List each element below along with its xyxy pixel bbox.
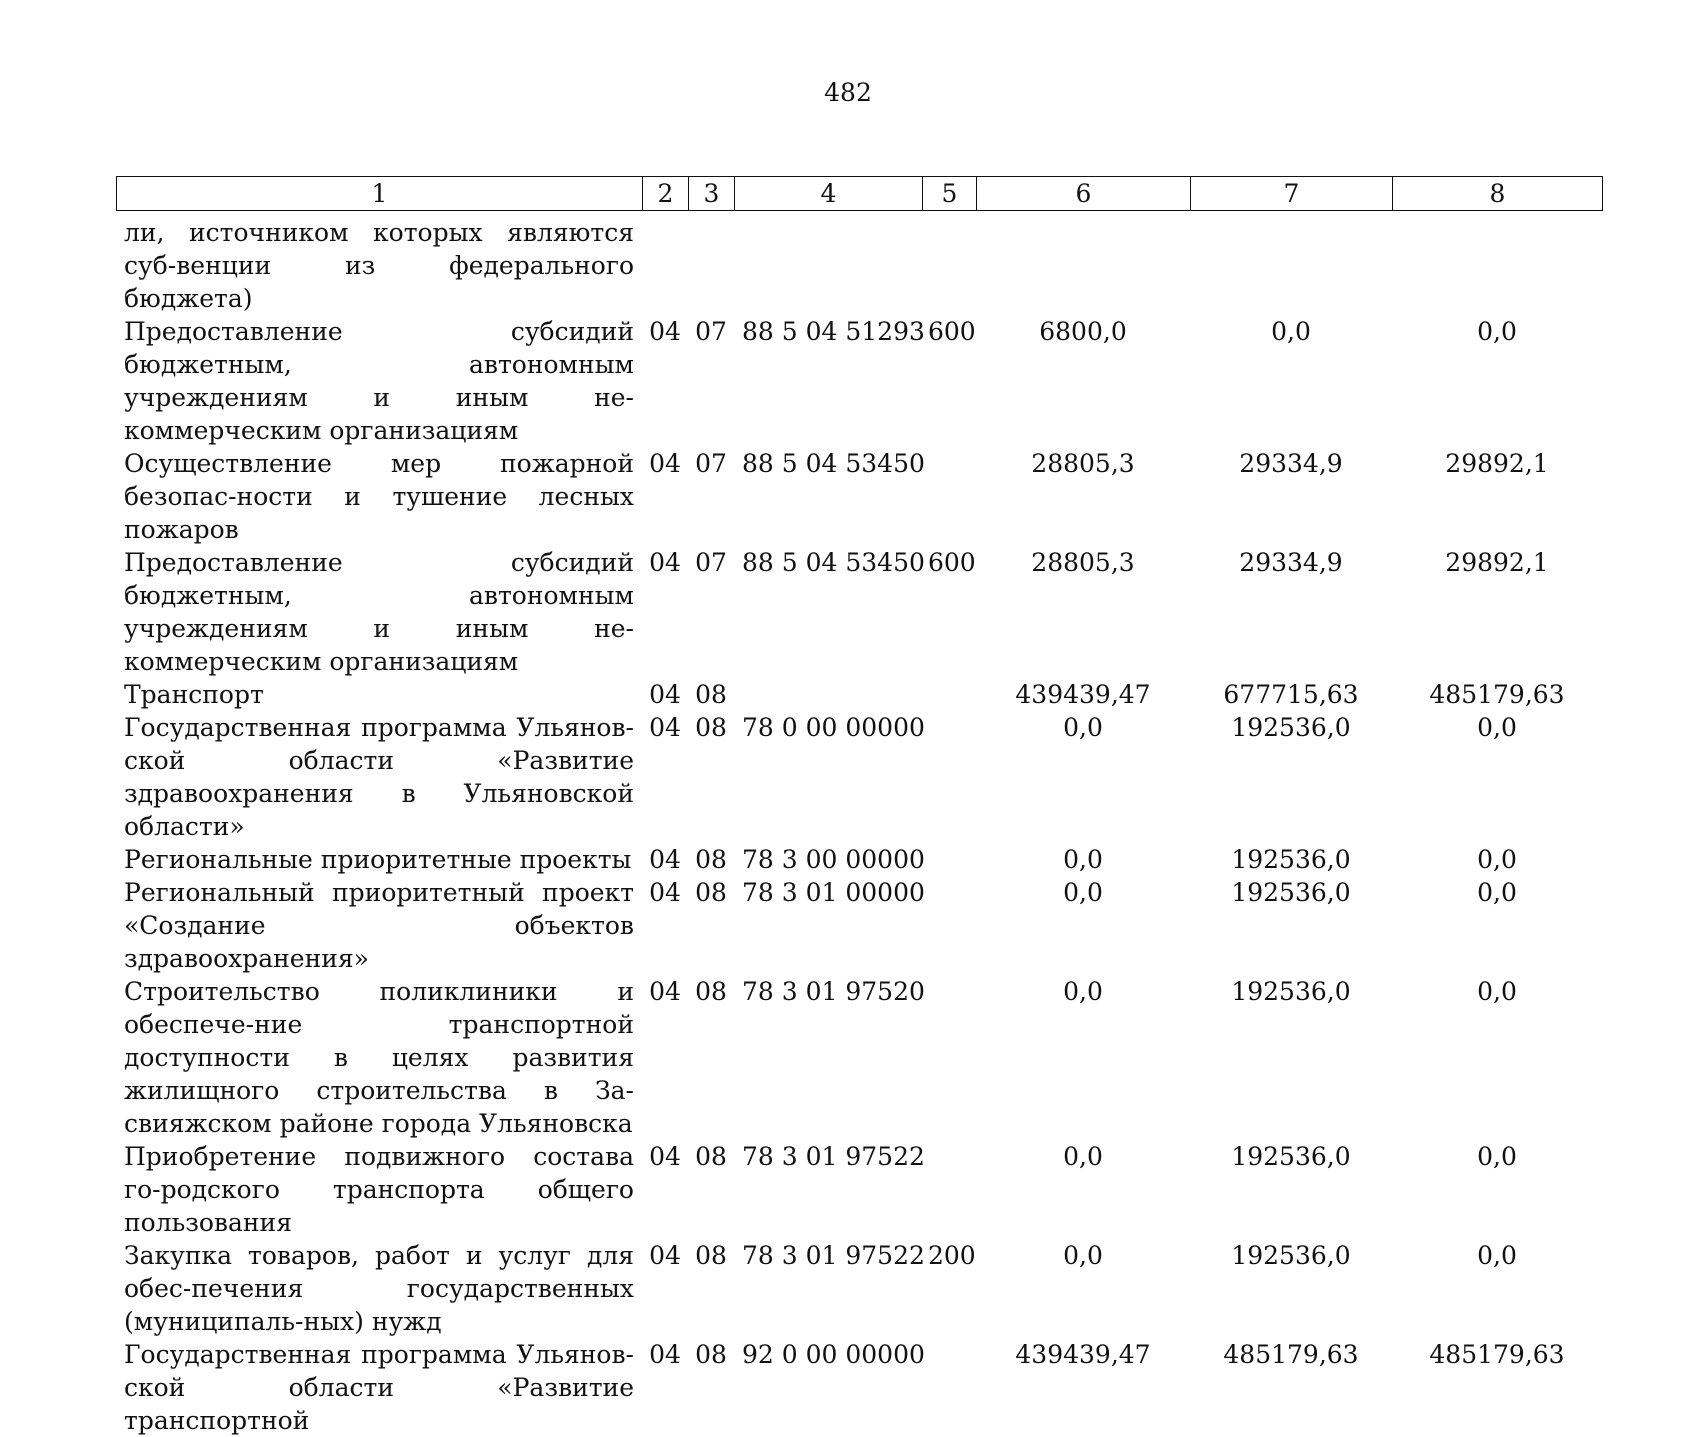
row-amount-year-3: 29892,1 [1445,548,1549,577]
row-target-code [734,678,922,711]
row-amount-year-3: 0,0 [1477,977,1517,1006]
table-row [116,843,1602,876]
row-amount-year-1: 0,0 [1063,878,1103,907]
row-section: 04 [649,1142,681,1171]
table-row [116,315,1602,447]
row-section: 04 [649,548,681,577]
row-amount-year-1: 0,0 [1063,977,1103,1006]
row-section: 04 [649,1340,681,1369]
header-col-2: 2 [643,177,689,211]
row-amount-year-1: 28805,3 [1031,548,1135,577]
row-amount-year-3: 485179,63 [1429,680,1565,709]
row-section: 04 [649,977,681,1006]
row-section: 04 [649,317,681,346]
row-amount-year-3: 0,0 [1477,845,1517,874]
header-col-3: 3 [689,177,735,211]
table-row [116,447,1602,546]
row-amount-year-3: 0,0 [1477,1142,1517,1171]
row-subsection: 08 [695,1241,727,1270]
row-amount-year-3 [1392,216,1602,315]
row-amount-year-2: 0,0 [1271,317,1311,346]
row-amount-year-3: 0,0 [1477,317,1517,346]
row-amount-year-3: 0,0 [1477,1241,1517,1270]
row-amount-year-1 [976,216,1190,315]
row-expense-type [922,447,976,546]
row-amount-year-2: 192536,0 [1231,1241,1351,1270]
row-target-code: 78 3 01 97522 [742,1142,925,1171]
row-name: Государственная программа Ульянов-ской области «Развитие транспортной [124,1340,634,1435]
row-expense-type [922,876,976,975]
row-name: Государственная программа Ульянов-ской области «Развитие здравоохранения в Ульяновской области» [124,713,634,841]
row-expense-type [922,216,976,315]
row-name: Предоставление субсидий бюджетным, автономным учреждениям и иным не-коммерческим организациям [124,317,634,445]
row-amount-year-3: 0,0 [1477,878,1517,907]
row-target-code: 92 0 00 00000 [742,1340,925,1369]
row-name: Региональные приоритетные проекты [124,845,632,874]
row-target-code: 88 5 04 53450 [742,548,925,577]
row-target-code: 78 3 01 97520 [742,977,925,1006]
row-subsection: 08 [695,878,727,907]
row-target-code: 88 5 04 51293 [742,317,925,346]
header-col-1: 1 [117,177,643,211]
row-amount-year-1: 439439,47 [1015,1340,1151,1369]
row-target-code: 88 5 04 53450 [742,449,925,478]
header-col-8: 8 [1393,177,1603,211]
row-subsection: 07 [695,449,727,478]
row-amount-year-1: 28805,3 [1031,449,1135,478]
table-row [116,1338,1602,1437]
row-name: Региональный приоритетный проект «Создание объектов здравоохранения» [124,878,634,973]
row-target-code: 78 3 00 00000 [742,845,925,874]
row-amount-year-1: 0,0 [1063,1241,1103,1270]
row-amount-year-2: 192536,0 [1231,1142,1351,1171]
row-name: Осуществление мер пожарной безопас-ности и тушение лесных пожаров [124,449,634,544]
row-subsection: 08 [695,680,727,709]
row-amount-year-3: 485179,63 [1429,1340,1565,1369]
row-subsection: 08 [695,1142,727,1171]
row-amount-year-2: 192536,0 [1231,713,1351,742]
row-amount-year-1: 0,0 [1063,713,1103,742]
header-col-4: 4 [735,177,923,211]
row-amount-year-1: 0,0 [1063,1142,1103,1171]
table-row [116,711,1602,843]
row-section [642,216,688,315]
header-col-6: 6 [977,177,1191,211]
row-subsection: 08 [695,713,727,742]
row-amount-year-1: 6800,0 [1039,317,1127,346]
table-row [116,216,1602,315]
row-section: 04 [649,449,681,478]
row-amount-year-2: 485179,63 [1223,1340,1359,1369]
row-amount-year-2: 29334,9 [1239,548,1343,577]
row-name: Приобретение подвижного состава го-родского транспорта общего пользования [124,1142,634,1237]
row-section: 04 [649,1241,681,1270]
row-name: Строительство поликлиники и обеспече-ние транспортной доступности в целях развития жилищного строительства в За-свияжском районе города Ульяновска [124,977,634,1138]
row-target-code: 78 3 01 00000 [742,878,925,907]
table-row [116,1239,1602,1338]
row-subsection: 08 [695,977,727,1006]
row-amount-year-2: 192536,0 [1231,878,1351,907]
row-expense-type: 600 [928,317,976,346]
row-expense-type [922,1338,976,1437]
header-col-5: 5 [923,177,977,211]
row-expense-type [922,678,976,711]
row-target-code: 78 3 01 97522 [742,1241,925,1270]
row-section: 04 [649,845,681,874]
row-name: Предоставление субсидий бюджетным, автономным учреждениям и иным не-коммерческим организациям [124,548,634,676]
table-row [116,975,1602,1140]
row-section: 04 [649,878,681,907]
table-body [116,216,1602,1437]
table-row [116,876,1602,975]
row-amount-year-2: 192536,0 [1231,977,1351,1006]
row-target-code: 78 0 00 00000 [742,713,925,742]
header-col-7: 7 [1191,177,1393,211]
row-expense-type: 600 [928,548,976,577]
row-amount-year-2 [1190,216,1392,315]
row-subsection: 08 [695,845,727,874]
row-amount-year-3: 0,0 [1477,713,1517,742]
row-expense-type [922,975,976,1140]
row-amount-year-2: 192536,0 [1231,845,1351,874]
table-row [116,1140,1602,1239]
row-section: 04 [649,680,681,709]
row-name: ли, источником которых являются суб-венции из федерального бюджета) [124,218,634,313]
row-target-code [734,216,922,315]
row-expense-type [922,711,976,843]
row-subsection: 07 [695,317,727,346]
row-subsection: 08 [695,1340,727,1369]
row-amount-year-3: 29892,1 [1445,449,1549,478]
page-number: 482 [824,78,872,107]
table-row [116,678,1602,711]
header-row [117,177,1603,211]
row-name: Закупка товаров, работ и услуг для обес-печения государственных (муниципаль-ных) нужд [124,1241,634,1336]
row-expense-type [922,1140,976,1239]
row-amount-year-1: 0,0 [1063,845,1103,874]
row-expense-type [922,843,976,876]
row-expense-type: 200 [928,1241,976,1270]
table-row [116,546,1602,678]
table-header [116,176,1603,211]
row-section: 04 [649,713,681,742]
row-name: Транспорт [124,680,264,709]
row-subsection: 07 [695,548,727,577]
row-subsection [688,216,734,315]
row-amount-year-1: 439439,47 [1015,680,1151,709]
row-amount-year-2: 29334,9 [1239,449,1343,478]
row-amount-year-2: 677715,63 [1223,680,1359,709]
